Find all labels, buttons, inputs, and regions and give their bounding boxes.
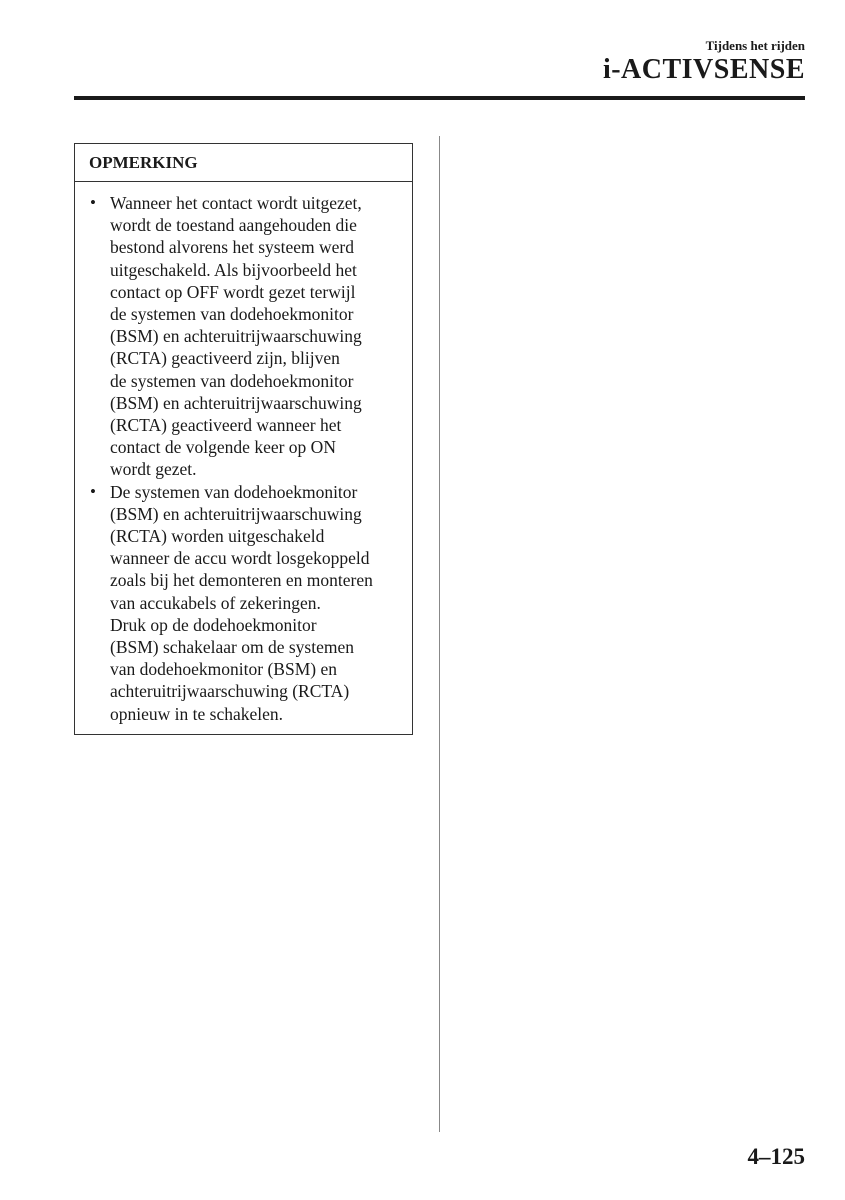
- note-item: [89, 192, 404, 481]
- note-line: achteruitrijwaarschuwing (RCTA): [110, 681, 350, 702]
- note-line: de systemen van dodehoekmonitor: [110, 304, 354, 325]
- bullet-icon: •: [90, 193, 96, 212]
- bullet-icon: •: [90, 481, 96, 501]
- note-item: [89, 481, 404, 725]
- note-line: De systemen van dodehoekmonitor: [110, 481, 358, 502]
- column-divider: [439, 136, 440, 1132]
- note-line: bestond alvorens het systeem werd: [110, 237, 354, 258]
- note-line: contact op OFF wordt gezet terwijl: [110, 281, 356, 302]
- note-line: van accukabels of zekeringen.: [110, 592, 321, 613]
- note-line: wanneer de accu wordt losgekoppeld: [110, 548, 370, 569]
- header-divider: [74, 96, 805, 100]
- note-line: opnieuw in te schakelen.: [110, 703, 284, 724]
- note-line: (BSM) en achteruitrijwaarschuwing: [110, 503, 362, 524]
- note-line: Wanneer het contact wordt uitgezet,: [110, 193, 362, 213]
- note-line: zoals bij het demonteren en monteren: [110, 570, 373, 591]
- note-line: van dodehoekmonitor (BSM) en: [110, 659, 337, 680]
- section-subtitle: Tijdens het rijden: [705, 38, 805, 53]
- note-line: Druk op de dodehoekmonitor: [110, 614, 317, 635]
- note-line: (RCTA) worden uitgeschakeld: [110, 526, 325, 547]
- note-line: uitgeschakeld. Als bijvoorbeeld het: [110, 259, 357, 280]
- note-line: wordt gezet.: [110, 459, 197, 480]
- note-heading: OPMERKING: [75, 144, 412, 182]
- note-line: (BSM) schakelaar om de systemen: [110, 637, 354, 658]
- page-title: i-ACTIVSENSE: [602, 54, 805, 85]
- note-line: (BSM) en achteruitrijwaarschuwing: [110, 326, 362, 347]
- note-line: (RCTA) geactiveerd wanneer het: [110, 415, 342, 436]
- note-box: [74, 143, 413, 735]
- note-line: wordt de toestand aangehouden die: [110, 215, 357, 236]
- note-body: [75, 182, 412, 725]
- note-line: (RCTA) geactiveerd zijn, blijven: [110, 348, 340, 369]
- note-line: de systemen van dodehoekmonitor: [110, 370, 354, 391]
- page-number: 4–125: [747, 1144, 805, 1169]
- note-line: contact de volgende keer op ON: [110, 437, 336, 458]
- note-line: (BSM) en achteruitrijwaarschuwing: [110, 392, 362, 413]
